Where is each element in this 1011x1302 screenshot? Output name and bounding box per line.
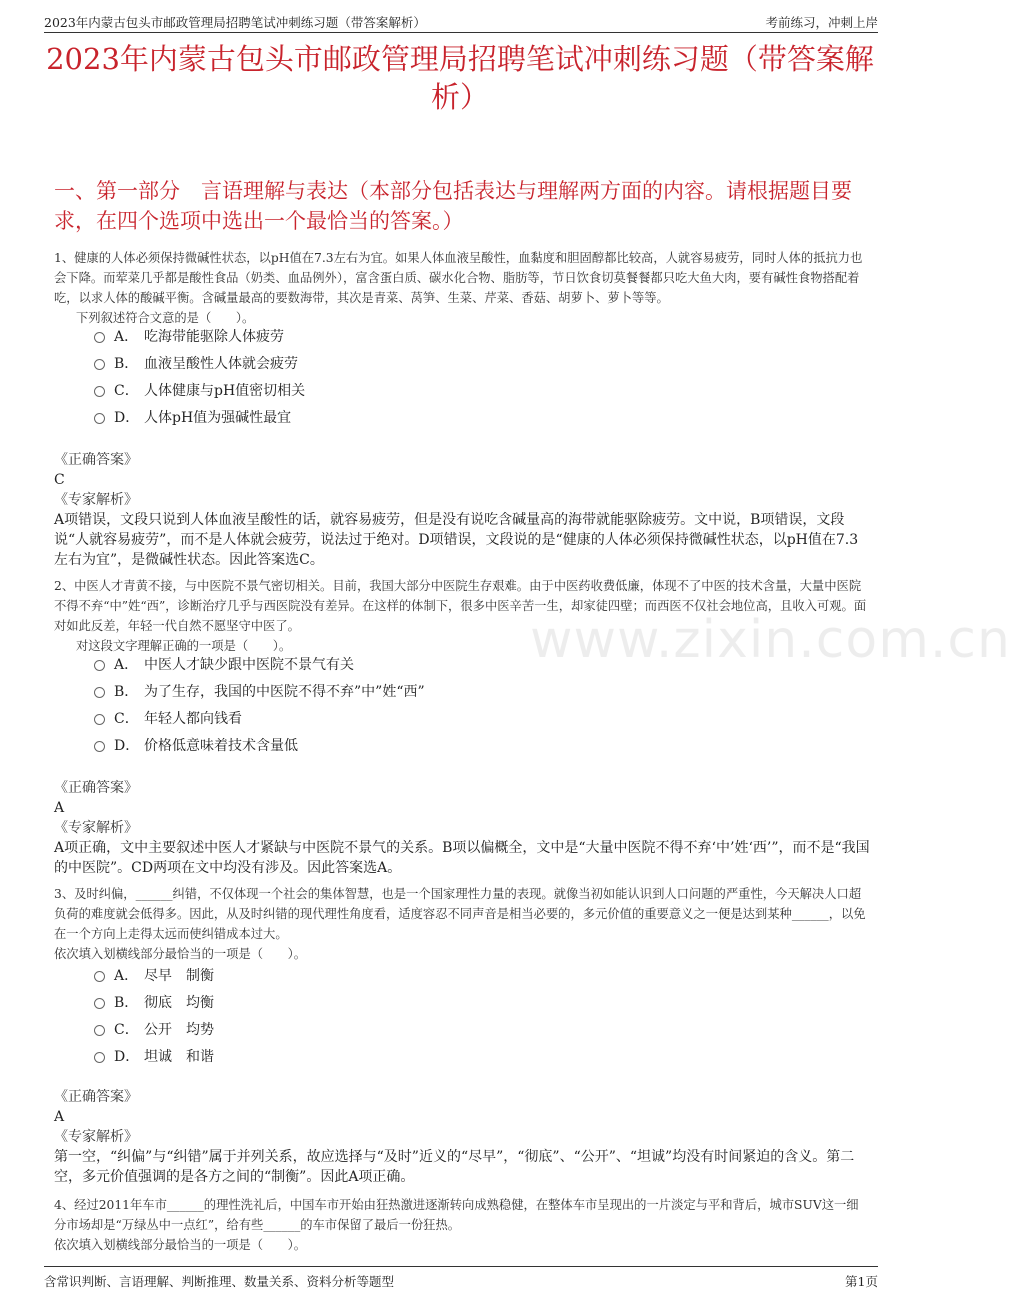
- option-a[interactable]: A． 尽早 制衡: [94, 963, 214, 990]
- answer-label: 《正确答案》: [54, 780, 138, 796]
- question-2: [54, 576, 870, 656]
- header-doc-title: 2023年内蒙古包头市邮政管理局招聘笔试冲刺练习题（带答案解析）: [44, 15, 426, 30]
- question-prompt: 对这段文字理解正确的一项是（ ）。: [76, 639, 292, 653]
- analysis-label: 《专家解析》: [54, 820, 138, 836]
- option-b[interactable]: B． 血液呈酸性人体就会疲劳: [94, 351, 305, 378]
- radio-icon[interactable]: [94, 660, 105, 671]
- question-4: [54, 1195, 870, 1255]
- question-3: [54, 884, 870, 964]
- question-stem: 3、及时纠偏，______纠错，不仅体现一个社会的集体智慧，也是一个国家理性力量的表现。就像当初如能认识到人口问题的严重性，今天解决人口超负荷的难度就会低得多。因此，从及时纠错的现代理性角度看，适度容忍不同声音是相当必要的，多元价值的重要意义之一便是达到某种______，以免在一个方向上走得太远而使纠错成本过大。: [54, 887, 866, 941]
- radio-icon[interactable]: [94, 1025, 105, 1036]
- analysis-text: A项正确，文中主要叙述中医人才紧缺与中医院不景气的关系。B项以偏概全，文中是“大量中医院不得不弃‘中’姓‘西’”，而不是“我国的中医院”。CD两项在文中均没有涉及。因此答案选A。: [54, 840, 870, 876]
- answer-value: A: [54, 800, 65, 816]
- answer-value: C: [54, 472, 65, 488]
- page-footer: [44, 1266, 878, 1291]
- radio-icon[interactable]: [94, 332, 105, 343]
- option-a[interactable]: A． 中医人才缺少跟中医院不景气有关: [94, 652, 425, 679]
- radio-icon[interactable]: [94, 386, 105, 397]
- radio-icon[interactable]: [94, 998, 105, 1009]
- document-title: 2023年内蒙古包头市邮政管理局招聘笔试冲刺练习题（带答案解析）: [46, 42, 874, 114]
- question-2-answer: [54, 778, 872, 878]
- option-b[interactable]: B． 彻底 均衡: [94, 990, 214, 1017]
- option-b[interactable]: B． 为了生存，我国的中医院不得不弃”中”姓“西”: [94, 679, 425, 706]
- question-prompt: 依次填入划横线部分最恰当的一项是（ ）。: [54, 947, 307, 961]
- radio-icon[interactable]: [94, 971, 105, 982]
- analysis-label: 《专家解析》: [54, 1129, 138, 1145]
- option-d[interactable]: D． 坦诚 和谐: [94, 1044, 214, 1071]
- radio-icon[interactable]: [94, 687, 105, 698]
- analysis-label: 《专家解析》: [54, 492, 138, 508]
- question-prompt: 下列叙述符合文意的是（ ）。: [76, 311, 255, 325]
- page-header: [44, 10, 878, 33]
- answer-label: 《正确答案》: [54, 452, 138, 468]
- header-slogan: 考前练习，冲刺上岸: [765, 15, 878, 30]
- radio-icon[interactable]: [94, 1052, 105, 1063]
- question-stem: 1、健康的人体必须保持微碱性状态，以pH值在7.3左右为宜。如果人体血液呈酸性，血黏度和胆固醇都比较高，人就容易疲劳，同时人体的抵抗力也会下降。而荤菜几乎都是酸性食品（奶类、血品例外），富含蛋白质、碳水化合物、脂肪等，节日饮食切莫餐餐都只吃大鱼大肉，要有碱性食物搭配着吃，以求人体的酸碱平衡。含碱量最高的要数海带，其次是青菜、莴笋、生菜、芹菜、香菇、胡萝卜、萝卜等等。: [54, 251, 863, 305]
- footer-topics: 含常识判断、言语理解、判断推理、数量关系、资料分析等题型: [44, 1274, 395, 1289]
- question-3-options: [94, 963, 214, 1071]
- question-prompt: 依次填入划横线部分最恰当的一项是（ ）。: [54, 1238, 307, 1252]
- answer-label: 《正确答案》: [54, 1089, 138, 1105]
- option-c[interactable]: C． 年轻人都向钱看: [94, 706, 425, 733]
- question-stem: 2、中医人才青黄不接，与中医院不景气密切相关。目前，我国大部分中医院生存艰难。由于中医药收费低廉，体现不了中医的技术含量，大量中医院不得不弃“中”姓“西”，诊断治疗几乎与西医院没有差异。在这样的体制下，很多中医辛苦一生，却家徒四壁；而西医不仅社会地位高，且收入可观。面对如此反差，年轻一代自然不愿坚守中医了。: [54, 579, 867, 633]
- analysis-text: 第一空，“纠偏”与“纠错”属于并列关系，故应选择与“及时”近义的“尽早”，“彻底”、“公开”、“坦诚”均没有时间紧迫的含义。第二空，多元价值强调的是各方之间的“制衡”。因此A项正确。: [54, 1149, 855, 1185]
- question-1: [54, 248, 870, 328]
- radio-icon[interactable]: [94, 714, 105, 725]
- question-2-options: [94, 652, 425, 760]
- option-d[interactable]: D． 价格低意味着技术含量低: [94, 733, 425, 760]
- option-c[interactable]: C． 人体健康与pH值密切相关: [94, 378, 305, 405]
- question-1-answer: [54, 450, 872, 570]
- radio-icon[interactable]: [94, 413, 105, 424]
- watermark-text: www.zixin.com.cn: [530, 610, 1011, 670]
- analysis-text: A项错误，文段只说到人体血液呈酸性的话，就容易疲劳，但是没有说吃含碱量高的海带就能驱除疲劳。文中说，B项错误，文段说“人就容易疲劳”，而不是人体就会疲劳，说法过于绝对。D项错误，文段说的是“健康的人体必须保持微碱性状态，以pH值在7.3左右为宜”，是微碱性状态。因此答案选C。: [54, 512, 859, 568]
- option-a[interactable]: A． 吃海带能驱除人体疲劳: [94, 324, 305, 351]
- option-d[interactable]: D． 人体pH值为强碱性最宜: [94, 405, 305, 432]
- radio-icon[interactable]: [94, 741, 105, 752]
- answer-value: A: [54, 1109, 65, 1125]
- question-1-options: [94, 324, 305, 432]
- option-c[interactable]: C． 公开 均势: [94, 1017, 214, 1044]
- page-number: 第1页: [845, 1274, 878, 1289]
- section-heading: 一、第一部分 言语理解与表达（本部分包括表达与理解两方面的内容。请根据题目要求，在四个选项中选出一个最恰当的答案。）: [54, 179, 852, 233]
- question-3-answer: [54, 1087, 872, 1187]
- radio-icon[interactable]: [94, 359, 105, 370]
- question-stem: 4、经过2011年车市______的理性洗礼后，中国车市开始由狂热激进逐渐转向成熟稳健，在整体车市呈现出的一片淡定与平和背后，城市SUV这一细分市场却是“万绿丛中一点红”，给有些______的车市保留了最后一份狂热。: [54, 1198, 859, 1232]
